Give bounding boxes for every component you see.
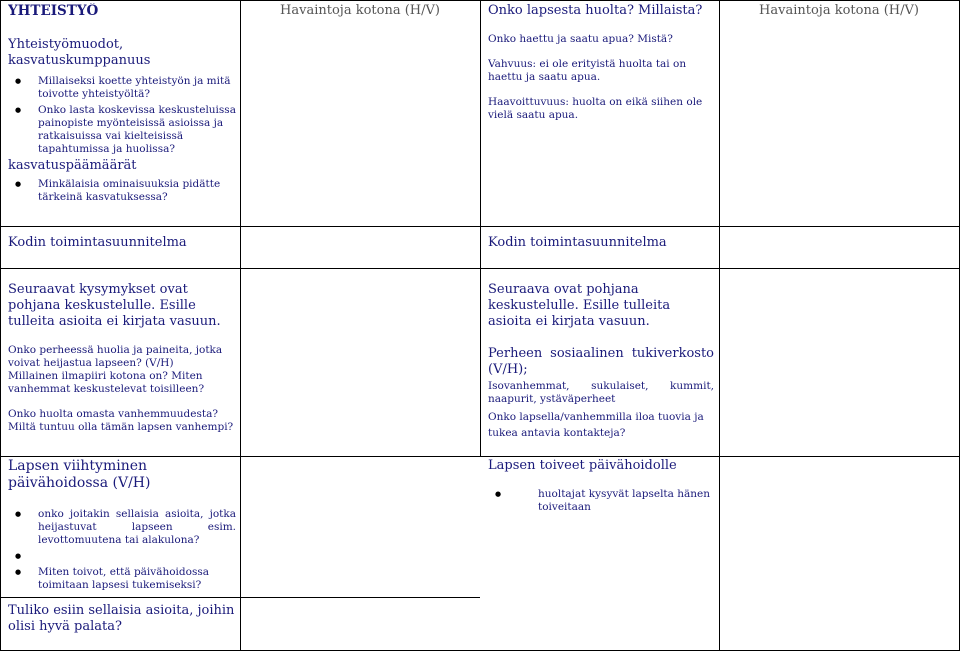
concern-help-question: Onko haettu ja saatu apua? Mistä? <box>488 33 673 45</box>
cell-cooperation <box>8 3 236 223</box>
column-header-home-2: Havaintoja kotona (H/V) <box>759 3 919 18</box>
family-intro: Seuraavat kysymykset ovat pohjana keskustelulle. Esille tulleita asioita ei kirjata vasuun. <box>8 282 221 329</box>
follow-up-question: Tuliko esiin sellaisia asioita, joihin olisi hyvä palata? <box>8 603 235 634</box>
goals-bullets <box>8 178 236 204</box>
grid-line <box>719 0 720 651</box>
goals-heading: kasvatuspäämäärät <box>8 158 137 173</box>
daycare-wellbeing-heading: Lapsen viihtyminen päivähoidossa (V/H) <box>8 458 151 491</box>
grid-line <box>0 0 959 1</box>
parenthood-question: Onko huolta omasta vanhemmuudesta? Miltä tuntuu olla tämän lapsen vanhempi? <box>8 408 234 433</box>
social-network-examples: Isovanhemmat, sukulaiset, kummit, naapurit, ystäväperheet <box>488 380 714 405</box>
list-item: ● Onko lasta koskevissa keskusteluissa painopiste myönteisissä asioissa ja ratkaisuissa vai kielteisissä tapahtumissa ja huolissa? <box>8 104 236 156</box>
cell-follow-up <box>8 603 236 647</box>
cell-social-network <box>488 282 714 454</box>
grid-line <box>0 597 480 598</box>
social-contacts-question: Onko lapsella/vanhemmilla iloa tuovia ja tukea antavia kontakteja? <box>488 411 704 439</box>
home-plan-label-1: Kodin toimintasuunnitelma <box>8 235 187 250</box>
concern-title: Onko lapsesta huolta? Millaista? <box>488 3 703 18</box>
cell-concern <box>488 3 714 223</box>
cooperation-forms-heading: Yhteistyömuodot, kasvatuskumppanuus <box>8 37 151 68</box>
home-plan-label-2: Kodin toimintasuunnitelma <box>488 235 667 250</box>
list-item: ● Minkälaisia ominaisuuksia pidätte tärkeinä kasvatuksessa? <box>8 178 236 204</box>
concern-strength: Vahvuus: ei ole erityistä huolta tai on haettu ja saatu apua. <box>488 58 687 83</box>
daycare-bullets <box>8 508 236 592</box>
cooperation-title: YHTEISTYÖ <box>8 3 99 19</box>
social-network-heading: Perheen sosiaalinen tukiverkosto (V/H); <box>488 346 714 377</box>
cooperation-bullets <box>8 75 236 156</box>
social-intro: Seuraava ovat pohjana keskustelulle. Esille tulleita asioita ei kirjata vasuun. <box>488 282 671 329</box>
cell-child-wishes <box>488 458 714 594</box>
list-item: ● Miten toivot, että päivähoidossa toimitaan lapsesi tukemiseksi? <box>8 566 236 592</box>
column-header-home-1: Havaintoja kotona (H/V) <box>280 3 440 18</box>
grid-line <box>0 0 1 651</box>
cell-family-concerns <box>8 282 236 454</box>
cell-daycare-wellbeing <box>8 458 236 594</box>
grid-line <box>0 226 959 227</box>
child-wishes-heading: Lapsen toiveet päivähoidolle <box>488 458 677 473</box>
list-item: ● onko joitakin sellaisia asioita, jotka heijastuvat lapseen esim. levottomuutena tai alakulona? <box>8 508 236 547</box>
family-atmosphere-question: Millainen ilmapiiri kotona on? Miten vanhemmat keskustelevat toisilleen? <box>8 370 205 395</box>
grid-line <box>0 268 959 269</box>
family-pressure-question: Onko perheessä huolia ja paineita, jotka voivat heijastua lapseen? (V/H) <box>8 344 223 369</box>
grid-line <box>0 456 959 457</box>
grid-line <box>480 0 481 456</box>
list-item: ● huoltajat kysyvät lapselta hänen toiveitaan <box>488 488 714 514</box>
child-wishes-bullets <box>488 488 714 514</box>
list-item: ● Millaiseksi koette yhteistyön ja mitä toivotte yhteistyöltä? <box>8 75 236 101</box>
concern-vulnerability: Haavoittuvuus: huolta on eikä siihen ole vielä saatu apua. <box>488 96 703 121</box>
list-item <box>8 550 236 563</box>
grid-line <box>240 0 241 651</box>
